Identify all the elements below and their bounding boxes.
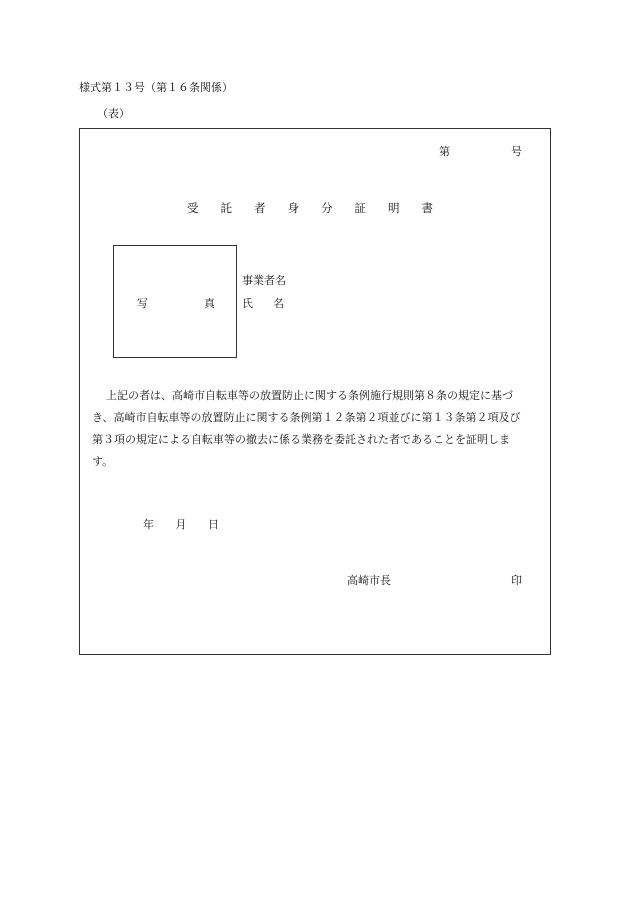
body-line: す。 bbox=[92, 455, 114, 468]
seal-mark: 印 bbox=[511, 574, 522, 587]
side-label: （表） bbox=[97, 107, 130, 120]
body-line: き、高崎市自転車等の放置防止に関する条例第１２条第２項並びに第１３条第２項及び bbox=[92, 411, 521, 424]
photo-label-left: 写 bbox=[137, 297, 148, 310]
person-name-label: 氏名 bbox=[242, 297, 304, 310]
body-line: 上記の者は、高崎市自転車等の放置防止に関する条例施行規則第８条の規定に基づ bbox=[106, 389, 513, 402]
certification-body bbox=[92, 385, 550, 473]
business-name-label: 事業者名 bbox=[242, 274, 286, 287]
issuer-title: 高崎市長 bbox=[347, 574, 391, 587]
body-line: 第３項の規定による自転車等の撤去に係る業務を委託された者であることを証明しま bbox=[92, 433, 510, 446]
photo-box bbox=[113, 245, 237, 358]
document-title: 受託者身分証明書 bbox=[187, 201, 455, 215]
certificate-number-suffix: 号 bbox=[511, 145, 522, 158]
form-number: 様式第１３号（第１６条関係） bbox=[79, 81, 233, 94]
issue-date: 年 月 日 bbox=[143, 518, 219, 531]
photo-label-right: 真 bbox=[204, 297, 215, 310]
certificate-number-prefix: 第 bbox=[439, 145, 450, 158]
